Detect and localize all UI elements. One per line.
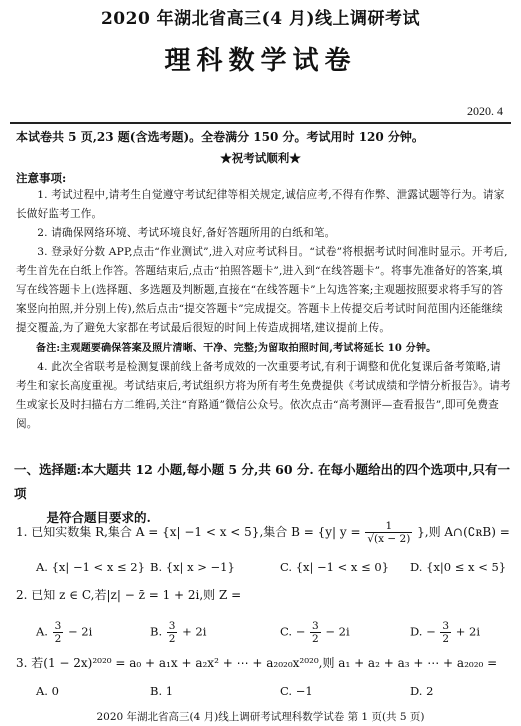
question-2-option-d (410, 620, 480, 645)
fraction-numerator: 3 (312, 620, 319, 632)
option-fraction (440, 620, 451, 645)
note-item-1: 1. 考试过程中,请考生自觉遵守考试纪律等相关规定,诚信应考,不得有作弊、泄露试题等行为。请家长做好监考工作。 (16, 189, 505, 220)
option-tail: − 2i (325, 624, 350, 639)
option-fraction (310, 620, 321, 645)
notes-heading: 注意事项: (16, 171, 67, 185)
question-2-option-b (150, 620, 206, 645)
section-heading-line-1: 一、选择题:本大题共 12 小题,每小题 5 分,共 60 分. 在每小题给出的四个选项中,只有一项 (14, 462, 510, 501)
fraction-numerator: 3 (168, 620, 176, 632)
question-1-option-b: B. {x| x > −1} (150, 560, 235, 574)
fraction-numerator: 3 (442, 620, 450, 632)
fraction-denominator: √(x − 2) (367, 533, 411, 545)
option-tail: + 2i (182, 624, 207, 639)
question-1-option-a: A. {x| −1 < x ≤ 2} (36, 560, 145, 574)
exam-info: 本试卷共 5 页,23 题(含选考题)。全卷满分 150 分。考试用时 120 分钟。 (16, 130, 424, 144)
note-item-2: 2. 请确保网络环境、考试环境良好,备好答题所用的白纸和笔。 (37, 227, 336, 239)
fraction-denominator: 2 (54, 633, 62, 645)
question-3-option-b: B. 1 (150, 684, 174, 698)
question-3-stem: 3. 若(1 − 2x)²⁰²⁰ = a₀ + a₁x + a₂x² + ⋯ + a₂₀₂₀x²⁰²⁰,则 a₁ + a₂ + a₃ + ⋯ + a₂₀₂₀ = (16, 656, 498, 670)
note-item-3: 3. 登录好分数 APP,点击“作业测试”,进入对应考试科目。“试卷”将根据考试时间准时显示。开考后,考生首先在白纸上作答。答题结束后,点击“拍照答题卡”,进入到“在线答题卡”。将事先准备好的答案,填写在线答题卡上(选择题、多选题及判断题,直接在“在线答题卡”上勾选答案;主观题按照要求将手写的答案竖向拍照,并分别上传),然后点击“提交答题卡”完成提交。答题卡上传提交后考试时间范围内还能继续提交覆盖,为了避免大家都在考试最后很短的时间上传造成拥堵,建议提前上传。 (16, 246, 508, 334)
good-luck-banner: ★祝考试顺利★ (220, 151, 301, 165)
question-3-option-d: D. 2 (410, 684, 434, 698)
question-3-option-c: C. −1 (280, 684, 313, 698)
option-letter: D. (410, 624, 423, 639)
question-2-option-c (280, 620, 350, 645)
option-letter: B. (150, 624, 163, 639)
exam-title: 2020 年湖北省高三(4 月)线上调研考试 (100, 9, 421, 29)
question-1-stem-end: },则 A∩(∁ʀB) = (417, 525, 510, 539)
exam-subject-title: 理科数学试卷 (164, 46, 357, 76)
exam-date: 2020. 4 (467, 104, 503, 118)
option-tail: + 2i (455, 624, 481, 639)
page-footer: 2020 年湖北省高三(4 月)线上调研考试理科数学试卷 第 1 页(共 5 页) (96, 711, 425, 723)
option-sign: − (295, 624, 306, 639)
question-1-fraction (365, 520, 412, 545)
option-sign: − (426, 624, 436, 639)
fraction-numerator: 3 (54, 620, 62, 632)
question-2-option-a (36, 620, 92, 645)
option-tail: − 2i (67, 624, 93, 639)
question-1-option-c: C. {x| −1 < x ≤ 0} (280, 560, 389, 574)
question-1-stem (16, 520, 510, 545)
question-1-option-d: D. {x|0 ≤ x < 5} (410, 560, 507, 574)
question-1-stem-start: 1. 已知实数集 R,集合 A = {x| −1 < x < 5},集合 B = {y| y = (16, 525, 361, 539)
fraction-numerator: 1 (365, 520, 412, 533)
fraction-denominator: 2 (168, 633, 176, 645)
header-divider (10, 122, 511, 124)
note-item-4: 4. 此次全省联考是检测复课前线上备考成效的一次重要考试,有利于调整和优化复课后备考策略,请考生和家长高度重视。考试结束后,考试组织方将为所有考生免费提供《考试成绩和学情分析报告》。请考生或家长及时扫描右方二维码,关注“育路通”微信公众号。依次点击“高考测评—查看报告”,即可免费查阅。 (16, 361, 511, 430)
question-3-option-a: A. 0 (36, 684, 59, 698)
option-fraction (167, 620, 178, 645)
option-fraction (53, 620, 64, 645)
fraction-denominator: 2 (442, 633, 450, 645)
section-heading-line-2: 是符合题目要求的. (46, 510, 151, 525)
question-2-stem: 2. 已知 z ∈ C,若|z| − z̄ = 1 + 2i,则 Z = (16, 588, 242, 602)
note-remark: 备注:主观题要确保答案及照片清晰、干净、完整;为留取拍照时间,考试将延长 10 分钟。 (36, 343, 437, 354)
option-letter: A. (36, 624, 48, 639)
fraction-denominator: 2 (312, 633, 319, 645)
option-letter: C. (280, 624, 293, 639)
